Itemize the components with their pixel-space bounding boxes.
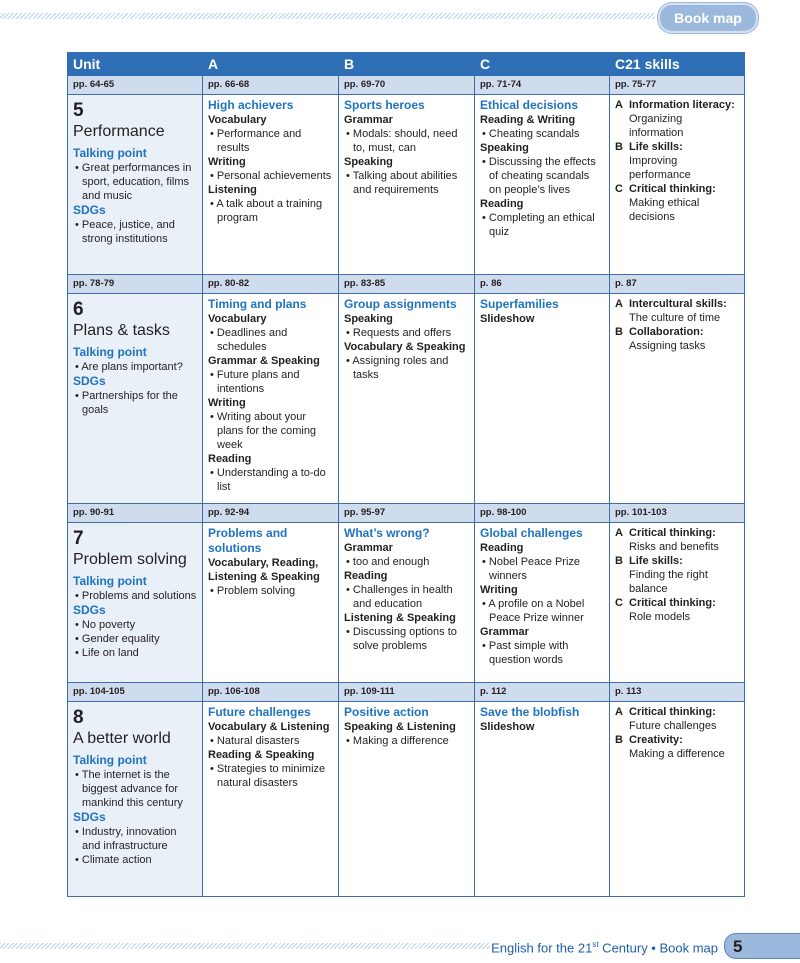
lesson-item: • Challenges in health and education <box>346 584 453 610</box>
c21-skill-name: Life skills: <box>629 555 683 567</box>
unit-title: Plans & tasks <box>73 322 170 339</box>
book-map-table <box>67 52 745 897</box>
page-range: pp. 83-85 <box>339 275 475 294</box>
c21-skill <box>615 733 739 761</box>
talking-point-text: The internet is the biggest advance for mankind this century <box>81 769 183 809</box>
lesson-item-text: Discussing the effects of cheating scandals on people’s lives <box>488 156 596 196</box>
c21-skill-letter: B <box>615 734 623 746</box>
footer-title: English for the 21st Century • Book map <box>491 940 718 956</box>
c21-skill <box>615 297 739 325</box>
skill-heading: Reading <box>344 570 388 582</box>
c21-skill-desc: Role models <box>629 611 691 623</box>
c21-skill-body <box>629 596 739 624</box>
lesson-item-text: Past simple with question words <box>488 640 569 666</box>
talking-point-item: • Great performances in sport, education, films and music <box>75 162 192 202</box>
sdg-item: • Peace, justice, and strong institutions <box>75 219 175 245</box>
skill-heading: Reading <box>480 198 524 210</box>
unit-cell <box>68 702 203 897</box>
lesson-item: • Strategies to minimize natural disasters <box>210 763 326 789</box>
c21-skill <box>615 182 739 224</box>
lesson-item: • too and enough <box>346 556 430 568</box>
top-stripe <box>0 13 655 19</box>
page-range: pp. 80-82 <box>203 275 339 294</box>
lesson-item-text: Discussing options to solve problems <box>352 626 457 652</box>
sdg-item: • No poverty <box>75 619 136 631</box>
lesson-title[interactable]: Superfamilies <box>480 297 559 311</box>
lesson-cell <box>203 523 339 683</box>
skill-heading: Speaking <box>480 142 529 154</box>
page-range-row <box>68 76 745 95</box>
unit-row <box>68 702 745 897</box>
c21-skill-desc: Making ethical decisions <box>629 197 700 223</box>
sdg-item: • Climate action <box>75 854 152 866</box>
sdg-item: • Industry, innovation and infrastructure <box>75 826 177 852</box>
page-range: pp. 90-91 <box>68 504 203 523</box>
bottom-stripe <box>0 943 490 949</box>
sdg-item: • Gender equality <box>75 633 160 645</box>
page-range-row <box>68 504 745 523</box>
lesson-item-text: Writing about your plans for the coming week <box>216 411 317 451</box>
talking-point-text: Are plans important? <box>81 361 183 373</box>
lesson-item-text: Modals: should, need to, must, can <box>352 128 458 154</box>
lesson-cell <box>339 523 475 683</box>
lesson-item-text: Performance and results <box>216 128 302 154</box>
c21-skill-desc: Organizing information <box>629 113 684 139</box>
lesson-item-text: Nobel Peace Prize winners <box>488 556 581 582</box>
lesson-cell <box>475 523 610 683</box>
lesson-item-text: Strategies to minimize natural disasters <box>216 763 326 789</box>
lesson-title[interactable]: Problems and solutions <box>208 526 288 555</box>
skill-heading: Vocabulary & Listening <box>208 721 330 733</box>
lesson-item: • Personal achievements <box>210 170 332 182</box>
lesson-item: • Natural disasters <box>210 735 300 747</box>
skill-heading: Speaking & Listening <box>344 721 456 733</box>
lesson-cell <box>203 294 339 504</box>
c21-skill-letter: C <box>615 183 623 195</box>
lesson-item: • A profile on a Nobel Peace Prize winner <box>482 598 585 624</box>
c21-skill-body <box>629 325 739 353</box>
c21-skill-body <box>629 297 739 325</box>
lesson-item: • Cheating scandals <box>482 128 580 140</box>
lesson-item-text: Completing an ethical quiz <box>488 212 595 238</box>
c21-skill-body <box>629 98 739 140</box>
sdg-text: Life on land <box>81 647 139 659</box>
lesson-item: • Writing about your plans for the coming week <box>210 411 317 451</box>
sdg-text: Partnerships for the goals <box>81 390 178 416</box>
lesson-item-text: A talk about a training program <box>216 198 323 224</box>
lesson-item: • Performance and results <box>210 128 302 154</box>
c21-skill-letter: B <box>615 326 623 338</box>
lesson-item-text: Assigning roles and tasks <box>352 355 449 381</box>
page-range: pp. 92-94 <box>203 504 339 523</box>
page-range: pp. 106-108 <box>203 683 339 702</box>
lesson-item-text: Deadlines and schedules <box>216 327 288 353</box>
c21-skill-desc: The culture of time <box>629 312 721 324</box>
page-range: pp. 75-77 <box>610 76 745 95</box>
talking-point-item: • Problems and solutions <box>75 590 197 602</box>
lesson-title[interactable]: Future challenges <box>208 705 311 719</box>
c21-skill <box>615 140 739 182</box>
lesson-title[interactable]: Sports heroes <box>344 98 425 112</box>
sdgs-heading: SDGs <box>73 810 106 824</box>
c21-skill-body <box>629 140 739 182</box>
page-number: 5 <box>724 933 800 959</box>
unit-title: Problem solving <box>73 551 187 568</box>
lesson-cell <box>339 294 475 504</box>
unit-number: 6 <box>73 299 84 320</box>
lesson-item: • Discussing options to solve problems <box>346 626 457 652</box>
lesson-item-text: Future plans and intentions <box>216 369 300 395</box>
unit-number: 5 <box>73 100 84 121</box>
skill-heading: Speaking <box>344 313 393 325</box>
lesson-cell <box>339 95 475 275</box>
lesson-title[interactable]: Positive action <box>344 705 429 719</box>
lesson-item: • Talking about abilities and requirements <box>346 170 458 196</box>
lesson-cell <box>475 95 610 275</box>
page-range: pp. 66-68 <box>203 76 339 95</box>
sdgs-heading: SDGs <box>73 374 106 388</box>
lesson-item-text: Cheating scandals <box>488 128 580 140</box>
c21-skills-cell <box>610 523 745 683</box>
page-range: pp. 101-103 <box>610 504 745 523</box>
lesson-item-text: Problem solving <box>216 585 296 597</box>
c21-skill-name: Critical thinking: <box>629 597 716 609</box>
skill-heading: Reading <box>480 542 524 554</box>
lesson-item-text: too and enough <box>352 556 430 568</box>
skill-heading: Writing <box>208 156 246 168</box>
skill-heading: Vocabulary <box>208 313 267 325</box>
page-range: pp. 64-65 <box>68 76 203 95</box>
lesson-item: • Modals: should, need to, must, can <box>346 128 458 154</box>
skill-heading: Writing <box>208 397 246 409</box>
talking-point-text: Problems and solutions <box>81 590 197 602</box>
c21-skill-name: Critical thinking: <box>629 706 716 718</box>
sdg-text: Peace, justice, and strong institutions <box>81 219 175 245</box>
page-range: pp. 104-105 <box>68 683 203 702</box>
c21-skill-desc: Making a difference <box>629 748 725 760</box>
page-range: pp. 95-97 <box>339 504 475 523</box>
c21-skill-letter: B <box>615 555 623 567</box>
c21-skill-letter: A <box>615 527 623 539</box>
c21-skill-name: Intercultural skills: <box>629 298 727 310</box>
skill-heading: Grammar <box>344 114 393 126</box>
column-header-unit: Unit <box>68 53 203 76</box>
c21-skill <box>615 705 739 733</box>
page-range: p. 113 <box>610 683 745 702</box>
unit-row <box>68 523 745 683</box>
lesson-item-text: Requests and offers <box>352 327 452 339</box>
c21-skill-desc: Assigning tasks <box>629 340 706 352</box>
c21-skills-cell <box>610 702 745 897</box>
lesson-item: • Discussing the effects of cheating scandals on people’s lives <box>482 156 596 196</box>
skill-heading: Vocabulary & Speaking <box>344 341 466 353</box>
lesson-cell <box>203 702 339 897</box>
skill-heading: Grammar <box>480 626 529 638</box>
c21-skill-body <box>629 526 739 554</box>
c21-skill-name: Creativity: <box>629 734 683 746</box>
lesson-item-text: Natural disasters <box>216 735 300 747</box>
skill-heading: Grammar & Speaking <box>208 355 320 367</box>
column-header-c21: C21 skills <box>610 53 745 76</box>
c21-skill-letter: A <box>615 706 623 718</box>
skill-heading: Slideshow <box>480 721 535 733</box>
c21-skill-body <box>629 182 739 224</box>
lesson-cell <box>339 702 475 897</box>
skill-heading: Writing <box>480 584 518 596</box>
lesson-item-text: Talking about abilities and requirements <box>352 170 458 196</box>
lesson-item-text: Personal achievements <box>216 170 332 182</box>
sdg-item: • Partnerships for the goals <box>75 390 178 416</box>
lesson-item-text: Challenges in health and education <box>352 584 453 610</box>
talking-point-text: Great performances in sport, education, films and music <box>81 162 192 202</box>
lesson-title[interactable]: Timing and plans <box>208 297 307 311</box>
skill-heading: Listening <box>208 184 257 196</box>
lesson-item: • A talk about a training program <box>210 198 323 224</box>
page-range: pp. 71-74 <box>475 76 610 95</box>
c21-skill-desc: Improving performance <box>629 155 691 181</box>
lesson-item: • Assigning roles and tasks <box>346 355 449 381</box>
unit-cell <box>68 294 203 504</box>
talking-point-heading: Talking point <box>73 146 147 160</box>
c21-skill-name: Information literacy: <box>629 99 735 111</box>
lesson-cell <box>475 294 610 504</box>
unit-number: 7 <box>73 528 84 549</box>
c21-skill-letter: B <box>615 141 623 153</box>
page-range: pp. 98-100 <box>475 504 610 523</box>
lesson-title[interactable]: What’s wrong? <box>344 526 430 540</box>
lesson-item-text: Making a difference <box>352 735 449 747</box>
unit-row <box>68 95 745 275</box>
skill-heading: Reading & Speaking <box>208 749 315 761</box>
lesson-item-text: A profile on a Nobel Peace Prize winner <box>488 598 585 624</box>
lesson-item: • Completing an ethical quiz <box>482 212 595 238</box>
column-header-c: C <box>475 53 610 76</box>
talking-point-heading: Talking point <box>73 345 147 359</box>
page-range: p. 87 <box>610 275 745 294</box>
sdg-item: • Life on land <box>75 647 139 659</box>
lesson-item-text: Understanding a to-do list <box>216 467 326 493</box>
skill-heading: Listening & Speaking <box>344 612 456 624</box>
page-range: pp. 109-111 <box>339 683 475 702</box>
c21-skill <box>615 526 739 554</box>
c21-skill <box>615 596 739 624</box>
lesson-item: • Nobel Peace Prize winners <box>482 556 581 582</box>
c21-skill-body <box>629 733 739 761</box>
skill-heading: Grammar <box>344 542 393 554</box>
talking-point-item: • Are plans important? <box>75 361 183 373</box>
sdg-text: Climate action <box>81 854 152 866</box>
c21-skills-cell <box>610 95 745 275</box>
c21-skill-letter: C <box>615 597 623 609</box>
lesson-item: • Understanding a to-do list <box>210 467 326 493</box>
c21-skill-name: Critical thinking: <box>629 527 716 539</box>
page-range: p. 86 <box>475 275 610 294</box>
c21-skill <box>615 325 739 353</box>
sdgs-heading: SDGs <box>73 603 106 617</box>
c21-skill-desc: Risks and benefits <box>629 541 719 553</box>
column-header-b: B <box>339 53 475 76</box>
lesson-title[interactable]: Ethical decisions <box>480 98 579 112</box>
lesson-item: • Requests and offers <box>346 327 452 339</box>
c21-skill-body <box>629 705 739 733</box>
lesson-item: • Future plans and intentions <box>210 369 300 395</box>
sdg-text: No poverty <box>81 619 136 631</box>
unit-title: Performance <box>73 123 165 140</box>
c21-skill-desc: Finding the right balance <box>629 569 708 595</box>
lesson-title[interactable]: High achievers <box>208 98 294 112</box>
book-map-tab[interactable]: Book map <box>658 3 758 33</box>
c21-skill-body <box>629 554 739 596</box>
column-header-a: A <box>203 53 339 76</box>
c21-skill-name: Critical thinking: <box>629 183 716 195</box>
c21-skill-desc: Future challenges <box>629 720 717 732</box>
skill-heading: Vocabulary, Reading, Listening & Speaking <box>208 557 320 583</box>
page-range: pp. 69-70 <box>339 76 475 95</box>
lesson-item: • Problem solving <box>210 585 296 597</box>
skill-heading: Slideshow <box>480 313 535 325</box>
lesson-item: • Past simple with question words <box>482 640 569 666</box>
sdgs-heading: SDGs <box>73 203 106 217</box>
lesson-title[interactable]: Global challenges <box>480 526 583 540</box>
c21-skill-name: Life skills: <box>629 141 683 153</box>
talking-point-item: • The internet is the biggest advance for mankind this century <box>75 769 183 809</box>
c21-skill <box>615 554 739 596</box>
c21-skill-letter: A <box>615 298 623 310</box>
page-range-row <box>68 683 745 702</box>
skill-heading: Reading & Writing <box>480 114 576 126</box>
talking-point-heading: Talking point <box>73 574 147 588</box>
skill-heading: Reading <box>208 453 252 465</box>
unit-cell <box>68 523 203 683</box>
c21-skill <box>615 98 739 140</box>
skill-heading: Speaking <box>344 156 393 168</box>
lesson-cell <box>203 95 339 275</box>
unit-row <box>68 294 745 504</box>
lesson-cell <box>475 702 610 897</box>
lesson-title[interactable]: Save the blobfish <box>480 705 580 719</box>
page-range: p. 112 <box>475 683 610 702</box>
lesson-item: • Making a difference <box>346 735 449 747</box>
unit-number: 8 <box>73 707 84 728</box>
unit-cell <box>68 95 203 275</box>
sdg-text: Industry, innovation and infrastructure <box>81 826 177 852</box>
sdg-text: Gender equality <box>81 633 160 645</box>
skill-heading: Vocabulary <box>208 114 267 126</box>
c21-skill-name: Collaboration: <box>629 326 704 338</box>
lesson-title[interactable]: Group assignments <box>344 297 457 311</box>
page-range: pp. 78-79 <box>68 275 203 294</box>
page-range-row <box>68 275 745 294</box>
unit-title: A better world <box>73 730 171 747</box>
talking-point-heading: Talking point <box>73 753 147 767</box>
c21-skill-letter: A <box>615 99 623 111</box>
c21-skills-cell <box>610 294 745 504</box>
lesson-item: • Deadlines and schedules <box>210 327 288 353</box>
